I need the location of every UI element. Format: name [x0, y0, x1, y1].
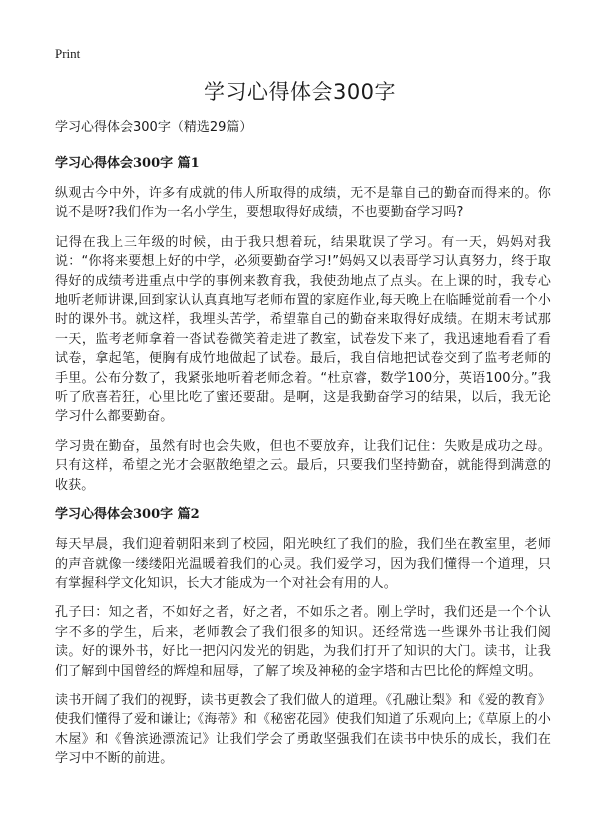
section-heading: 学习心得体会300字 篇2 [55, 507, 200, 523]
paragraph: 读书开阔了我们的视野，读书更教会了我们做人的道理。《孔融让梨》和《爱的教育》使我们懂得了爱和谦让;《海蒂》和《秘密花园》使我们知道了乐观向上;《草原上的小木屋》和《鲁滨逊漂流记》让我们学会了勇敢坚强我们在读书中快乐的成长，我们在学习中不断的前进。 [55, 692, 551, 767]
section-heading: 学习心得体会300字 篇1 [55, 156, 200, 171]
paragraph: 纵观古今中外，许多有成就的伟人所取得的成绩，无不是靠自己的勤奋而得来的。你说不是呀?我们作为一名小学生，要想取得好成绩，不也要勤奋学习吗? [55, 186, 551, 221]
page-title: 学习心得体会300字 [203, 80, 397, 104]
document-subtitle: 学习心得体会300字（精选29篇） [55, 120, 253, 135]
paragraph: 孔子曰：知之者，不如好之者，好之者，不如乐之者。刚上学时，我们还是一个个认字不多的学生，后来，老师教会了我们很多的知识。还经常选一些课外书让我们阅读。好的课外书，好比一把闪闪发光的钥匙，为我们打开了知识的大门。读书，让我们了解到中国曾经的辉煌和屈辱，了解了埃及神秘的金字塔和古巴比伦的辉煌文明。 [55, 605, 551, 679]
document-body [55, 118, 551, 779]
paragraph: 学习贵在勤奋，虽然有时也会失败，但也不要放弃，让我们记住：失败是成功之母。只有这样，希望之光才会驱散绝望之云。最后，只要我们坚持勤奋，就能得到满意的收获。 [55, 438, 551, 493]
paragraph: 记得在我上三年级的时候，由于我只想着玩，结果耽误了学习。有一天，妈妈对我说：“你将来要想上好的中学，必须要勤奋学习!”妈妈又以表哥学习认真努力，终于取得好的成绩考进重点中学的事例来教育我，我使劲地点了点头。在上课的时，我专心地听老师讲课,回到家认认真真地写老师布置的家庭作业,每天晚上在临睡觉前看一个小时的课外书。就这样，我埋头苦学，希望靠自己的勤奋来取得好成绩。在期末考试那一天，监考老师拿着一沓试卷微笑着走进了教室，试卷发下来了，我迅速地看看了看试卷，拿起笔，便胸有成竹地做起了试卷。最后，我自信地把试卷交到了监考老师的手里。公布分数了，我紧张地听着老师念着。“杜京睿，数学100分，英语100分。”我听了欣喜若狂，心里比吃了蜜还要甜。是啊，这是我勤奋学习的结果，以后，我无论学习什么都要勤奋。 [55, 234, 551, 425]
print-link[interactable]: Print [55, 46, 81, 61]
paragraph: 每天早晨，我们迎着朝阳来到了校园，阳光映红了我们的脸，我们坐在教室里，老师的声音就像一缕缕阳光温暖着我们的心灵。我们爱学习，因为我们懂得一个道理，只有掌握科学文化知识，长大才能成为一个对社会有用的人。 [55, 537, 551, 591]
